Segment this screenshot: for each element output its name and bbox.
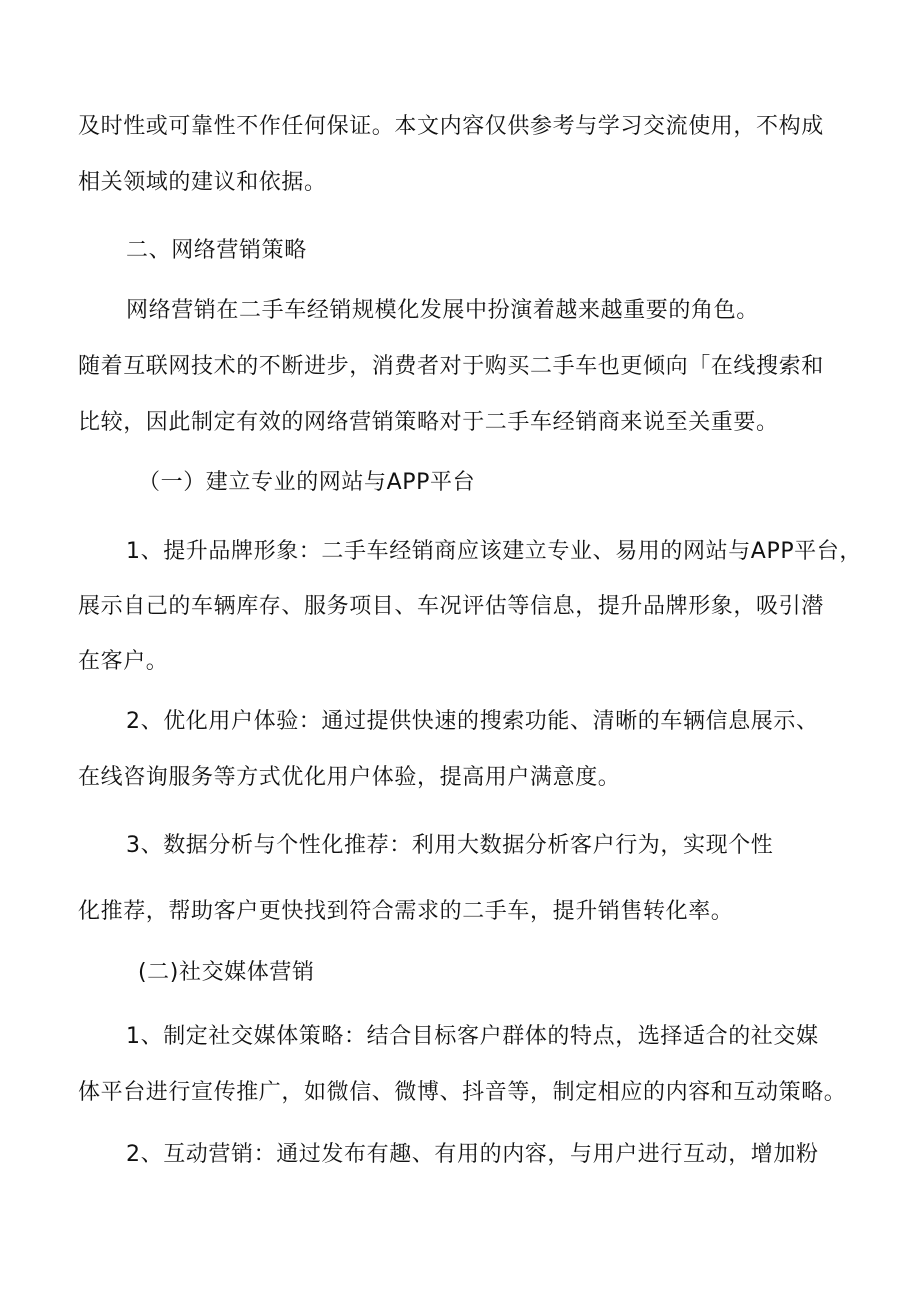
body-text-line: 随着互联网技术的不断进步，消费者对于购买二手车也更倾向「在线搜索和 bbox=[78, 354, 824, 379]
body-text-line: 化推荐，帮助客户更快找到符合需求的二手车，提升销售转化率。 bbox=[78, 899, 734, 924]
body-text-line: 及时性或可靠性不作任何保证。本文内容仅供参考与学习交流使用，不构成 bbox=[78, 114, 824, 139]
subsection-heading: （一）建立专业的网站与APP平台 bbox=[138, 470, 476, 495]
body-text-line: 3、数据分析与个性化推荐：利用大数据分析客户行为，实现个性 bbox=[126, 833, 774, 858]
body-text-line: 相关领域的建议和依据。 bbox=[78, 170, 327, 195]
body-text-line: 在客户。 bbox=[78, 649, 169, 674]
body-text-line: 比较，因此制定有效的网络营销策略对于二手车经销商来说至关重要。 bbox=[78, 410, 779, 435]
body-text-line: 1、制定社交媒体策略：结合目标客户群体的特点，选择适合的社交媒 bbox=[126, 1024, 819, 1049]
body-text-line: 网络营销在二手车经销规模化发展中扮演着越来越重要的角色。 bbox=[126, 298, 759, 323]
body-text-line: 1、提升品牌形象：二手车经销商应该建立专业、易用的网站与APP平台， bbox=[126, 539, 862, 564]
section-heading: 二、网络营销策略 bbox=[126, 238, 307, 263]
body-text-line: 体平台进行宣传推广，如微信、微博、抖音等，制定相应的内容和互动策略。 bbox=[78, 1080, 847, 1105]
body-text-line: 展示自己的车辆库存、服务项目、车况评估等信息，提升品牌形象，吸引潜 bbox=[78, 594, 824, 619]
body-text-line: 2、优化用户体验：通过提供快速的搜索功能、清晰的车辆信息展示、 bbox=[126, 709, 819, 734]
subsection-heading: (二)社交媒体营销 bbox=[138, 960, 315, 985]
body-text-line: 2、互动营销：通过发布有趣、有用的内容，与用户进行互动，增加粉 bbox=[126, 1142, 819, 1167]
body-text-line: 在线咨询服务等方式优化用户体验，提高用户满意度。 bbox=[78, 765, 621, 790]
